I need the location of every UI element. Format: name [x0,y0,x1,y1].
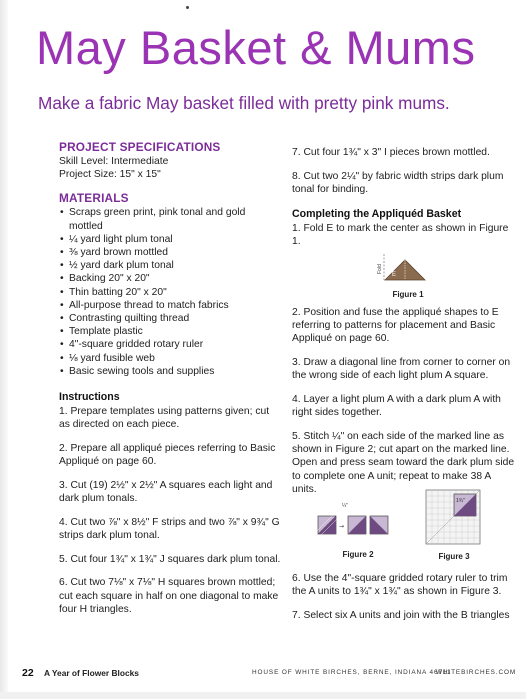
applique-heading: Completing the Appliquéd Basket [292,207,462,220]
instruction-step: 8. Cut two 2¼" by fabric width strips dark plum tonal for binding. [292,170,504,195]
book-title: A Year of Flower Blocks [44,668,139,678]
instruction-step: 7. Cut four 1¾" x 3" I pieces brown mottled. [292,147,490,158]
print-mark [186,6,189,9]
instruction-step: 1. Prepare templates using patterns given; cut as directed on each piece. [59,406,270,431]
arrow-icon: → [339,522,345,530]
figure-3 [424,488,484,561]
website-link: WHITEBIRCHES.COM [436,669,517,676]
instructions-section [59,390,281,616]
skill-level: Skill Level: Intermediate [59,156,169,167]
materials-heading: MATERIALS [59,191,129,206]
material-item: • Contrasting quilting thread [59,312,281,325]
applique-step: 5. Stitch ¼" on each side of the marked line as shown in Figure 2; cut apart on the marked line. Open and press seam toward the dark plum side to complete one A unit; repeat to make 38 A units. [292,430,515,495]
materials-list [59,206,281,378]
applique-step: 7. Select six A units and join with the B triangles [292,609,510,621]
material-item: • All-purpose thread to match fabrics [59,299,281,312]
applique-step: 1. Fold E to mark the center as shown in Figure 1. [292,222,509,247]
applique-step: 4. Layer a light plum A with a dark plum A with right sides together. [292,394,501,419]
project-specifications [59,140,281,181]
figure-2-diagram [310,498,400,546]
figures-2-3 [292,498,516,562]
page-bottom-edge [0,692,526,699]
publisher-info: HOUSE OF WHITE BIRCHES, BERNE, INDIANA 46711 [252,669,452,676]
materials-section [59,191,281,378]
page-edge-shadow [0,0,8,699]
figure-2-caption: Figure 2 [342,549,374,559]
figure-1-diagram [376,252,436,288]
figure-3-diagram [424,488,484,548]
instruction-step: 6. Cut two 7⅛" x 7⅛" H squares brown mottled; cut each square in half on one diagonal to make four H triangles. [59,577,279,615]
piece-e-label: E [392,272,397,279]
instructions-heading: Instructions [59,391,120,404]
applique-step: 2. Position and fuse the appliqué shapes to E referring to patterns for placement and Basic Appliqué on page 60. [292,307,499,345]
page-title: May Basket & Mums [36,21,476,74]
figure-1-caption: Figure 1 [392,290,424,300]
trim-label: 1¾" [456,497,465,504]
instruction-step: 4. Cut two ⅞" x 8½" F strips and two ⅞" x 9¾" G strips dark plum tonal. [59,516,280,541]
material-item: • ½ yard dark plum tonal [59,259,281,272]
seam-label: ¼" [342,502,348,509]
material-item: • Thin batting 20" x 20" [59,286,281,299]
figure-3-caption: Figure 3 [438,551,470,561]
specs-heading: PROJECT SPECIFICATIONS [59,140,221,154]
page-subtitle: Make a fabric May basket filled with pretty pink mums. [38,93,450,113]
material-item: • ⅛ yard fusible web [59,352,281,365]
instruction-step: 2. Prepare all appliqué pieces referring to Basic Appliqué on page 60. [59,442,276,468]
applique-step: 6. Use the 4"-square gridded rotary ruler to trim the A units to 1¾" x 1¾" as shown in Figure 3. [292,572,508,598]
page-footer [0,667,526,681]
left-column [59,140,281,626]
instruction-step: 5. Cut four 1¾" x 1¾" J squares dark plum tonal. [59,553,281,565]
instruction-step: 3. Cut (19) 2½" x 2½" A squares each light and dark plum tonals. [59,479,273,505]
figure-1 [292,252,516,300]
project-size: Project Size: 15" x 15" [59,169,161,181]
material-item: • Scraps green print, pink tonal and gold mottled [59,206,281,232]
applique-step: 3. Draw a diagonal line from corner to corner on the wrong side of each light plum A square. [292,357,511,382]
page-number: 22 [22,667,34,679]
right-column [292,146,516,633]
fold-label: Fold [377,264,383,275]
material-item: • 4"-square gridded rotary ruler [59,338,281,351]
material-item: • ¼ yard light plum tonal [59,233,281,246]
figure-2 [310,498,400,558]
material-item: • ⅜ yard brown mottled [59,246,281,259]
material-item: • Basic sewing tools and supplies [59,365,281,378]
material-item: • Template plastic [59,325,281,338]
material-item: • Backing 20" x 20" [59,272,281,285]
